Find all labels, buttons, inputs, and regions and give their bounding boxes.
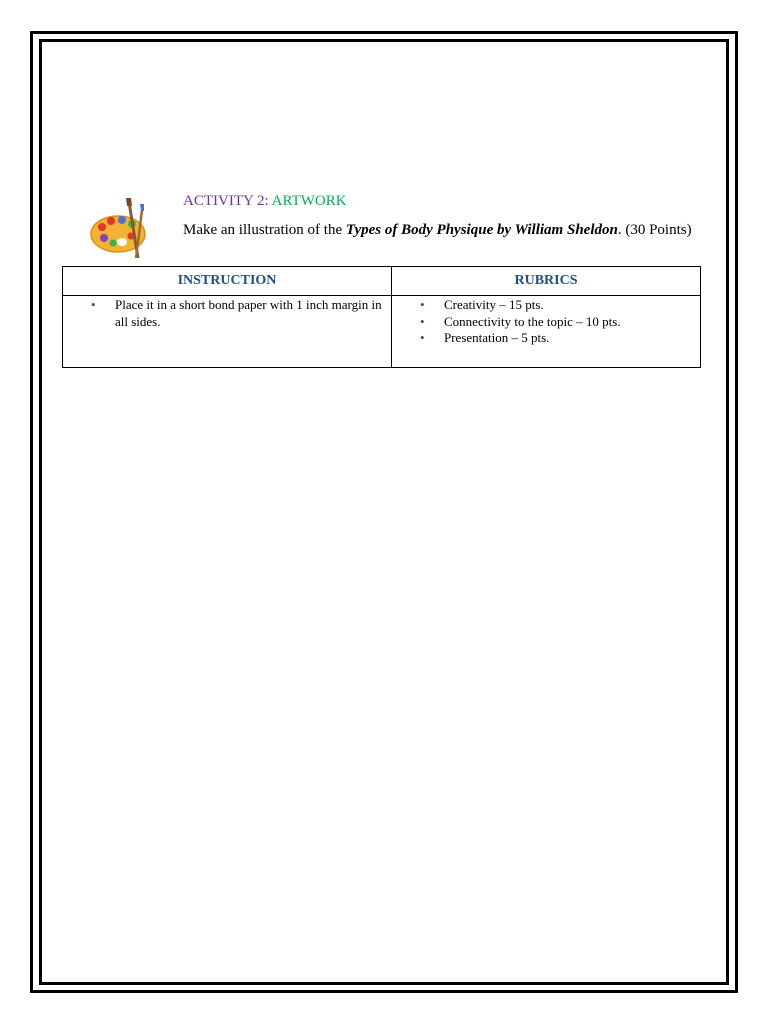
activity-title <box>183 193 347 210</box>
instruction-suffix: . (30 Points) <box>617 222 692 238</box>
list-item: • Creativity – 15 pts. <box>420 297 544 312</box>
bullet-icon: • <box>420 297 425 312</box>
bullet-icon: • <box>420 313 425 329</box>
instruction-emphasis: Types of Body Physique by William Sheldon <box>345 222 618 238</box>
page-border-inner <box>39 39 729 985</box>
rubrics-cell <box>392 296 701 368</box>
instruction-prefix: Make an illustration of the <box>183 222 346 238</box>
list-item: • Connectivity to the topic – 10 pts. <box>420 313 621 329</box>
table-row <box>63 296 701 368</box>
bullet-icon: • <box>420 330 425 345</box>
list-item: • Presentation – 5 pts. <box>420 330 550 345</box>
palette-icon <box>86 196 158 262</box>
bullet-icon: • <box>91 297 96 312</box>
instruction-cell <box>63 296 392 368</box>
rubrics-list <box>392 296 700 347</box>
header-instruction: INSTRUCTION <box>63 267 392 296</box>
activity-table <box>62 266 701 368</box>
list-item: • Place it in a short bond paper with 1 inch margin in all sides. <box>91 297 382 329</box>
instruction-text <box>183 222 692 239</box>
header-rubrics: RUBRICS <box>392 267 701 296</box>
instruction-list <box>63 296 391 330</box>
activity-name: ARTWORK <box>271 193 347 209</box>
activity-label: ACTIVITY 2: <box>183 193 269 209</box>
table-header-row <box>63 267 701 296</box>
